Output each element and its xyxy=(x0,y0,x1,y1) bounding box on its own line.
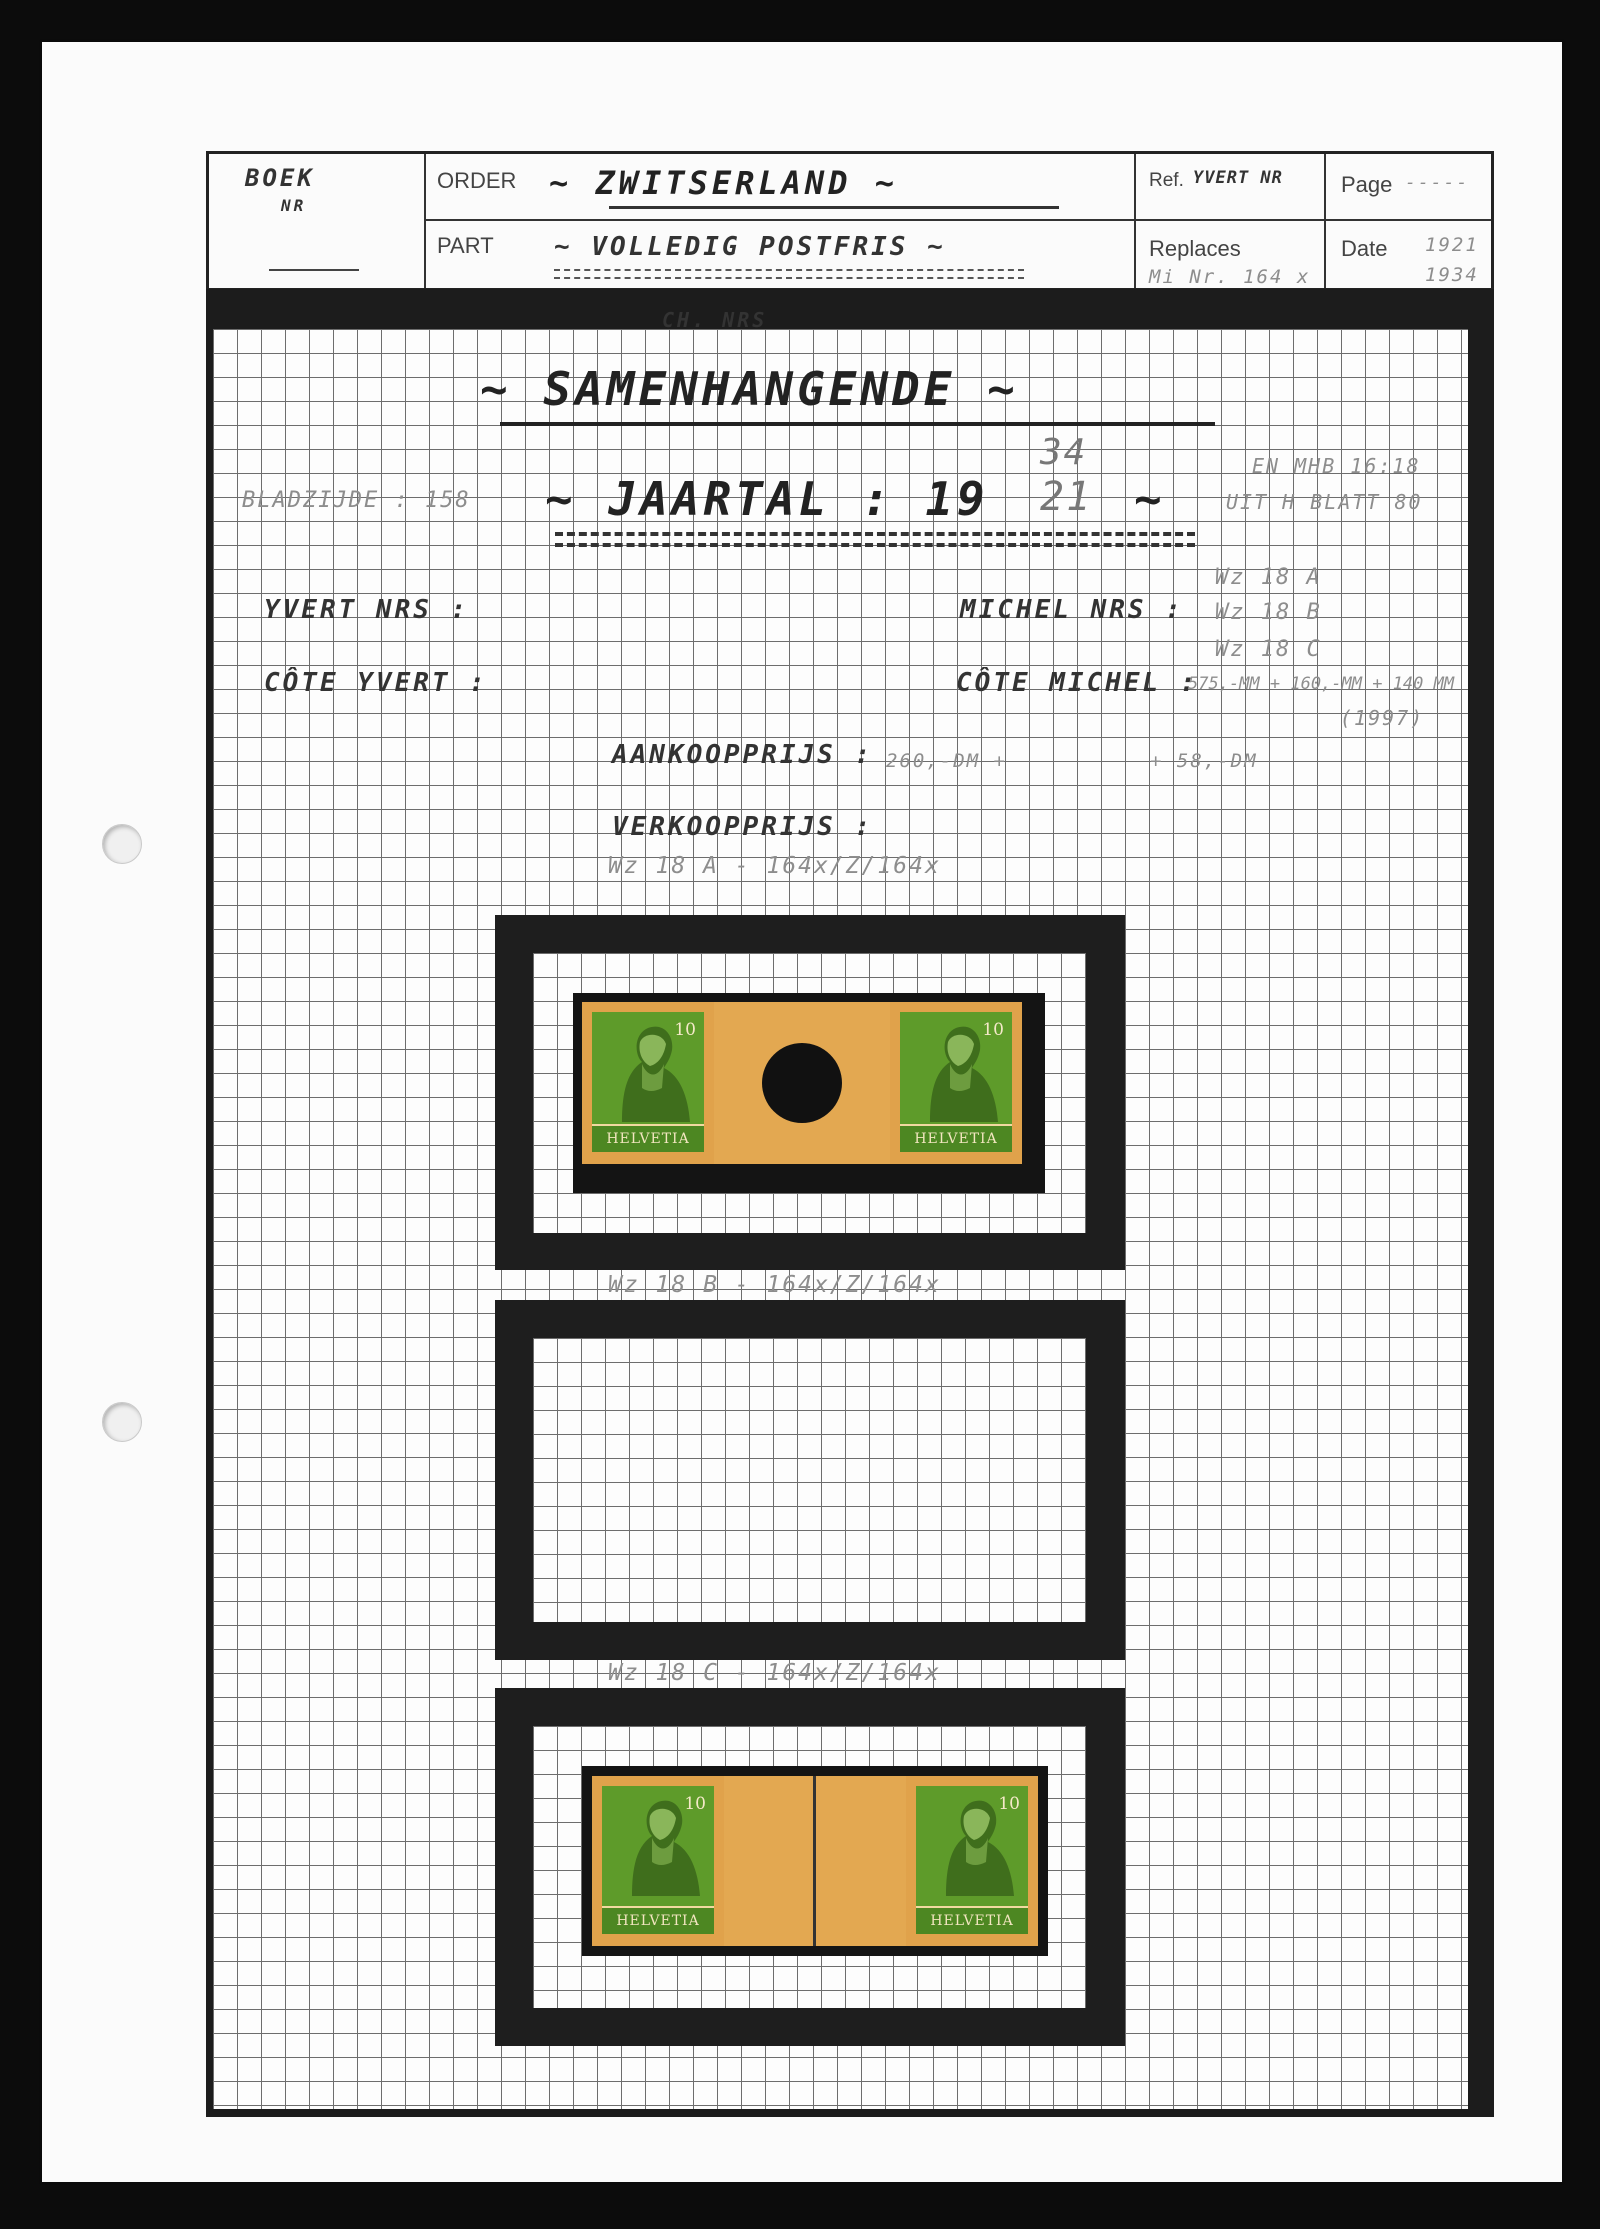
jaartal-underline-1 xyxy=(555,532,1195,536)
stamp xyxy=(582,1002,714,1164)
stamp-value: 10 xyxy=(982,1020,1004,1040)
punch-hole-top xyxy=(102,824,142,864)
section-c-caption: Wz 18 C - 164x/Z/164x xyxy=(608,1660,941,1686)
bladzijde: BLADZIJDE : 158 xyxy=(242,488,471,513)
boek-label: BOEK xyxy=(245,164,315,192)
order-underline xyxy=(609,206,1059,209)
stamp-value: 10 xyxy=(998,1794,1020,1814)
stamp xyxy=(890,1002,1022,1164)
stamp xyxy=(592,1776,724,1946)
note-line-1: EN MHB 16:18 xyxy=(1252,454,1421,478)
punch-hole-bottom xyxy=(102,1402,142,1442)
jaartal-tail: ~ xyxy=(1134,472,1166,526)
part-value: ~ VOLLEDIG POSTFRIS ~ xyxy=(554,232,946,262)
section-a-strip xyxy=(573,993,1045,1193)
section-b-mount xyxy=(533,1338,1086,1622)
michel-value-a: Wz 18 A xyxy=(1215,565,1322,590)
order-value: ~ ZWITSERLAND ~ xyxy=(549,164,898,202)
stamp-country: HELVETIA xyxy=(602,1906,714,1934)
yvert-nrs: YVERT NRS : xyxy=(264,595,470,625)
ref-value: YVERT NR xyxy=(1193,168,1283,188)
part-underline-1 xyxy=(554,269,1024,271)
section-c-strip xyxy=(582,1766,1048,1956)
page-label: Page xyxy=(1341,172,1393,197)
header-table xyxy=(206,151,1494,291)
date-label: Date xyxy=(1341,236,1388,261)
jaartal-suffix-bottom: 21 xyxy=(1040,474,1093,520)
note-line-2: UIT H BLATT 80 xyxy=(1226,490,1423,514)
michel-value-c: Wz 18 C xyxy=(1215,637,1322,662)
cote-yvert: CÔTE YVERT : xyxy=(264,668,488,698)
section-a-caption: Wz 18 A - 164x/Z/164x xyxy=(608,853,941,879)
date-to: 1934 xyxy=(1425,264,1479,286)
page-value: ----- xyxy=(1405,172,1470,193)
boek-underline xyxy=(269,269,359,271)
boek-nr: NR xyxy=(281,196,307,215)
jaartal-underline-2 xyxy=(555,543,1195,547)
part-label: PART xyxy=(437,233,494,258)
stamp-country: HELVETIA xyxy=(900,1124,1012,1152)
ch-nrs: CH. NRS xyxy=(662,308,768,332)
aankoopprijs: AANKOOPPRIJS : xyxy=(612,740,874,770)
cote-michel: CÔTE MICHEL : xyxy=(956,668,1199,698)
stamp-country: HELVETIA xyxy=(916,1906,1028,1934)
page-title: ~ SAMENHANGENDE ~ xyxy=(480,362,1019,416)
michel-value-b: Wz 18 B xyxy=(1215,600,1322,625)
order-label: ORDER xyxy=(437,168,517,193)
stamp-value: 10 xyxy=(674,1020,696,1040)
aankoopprijs-value-2: + 58,-DM xyxy=(1150,750,1258,772)
michel-nrs: MICHEL NRS : xyxy=(960,595,1184,625)
ref-label: Ref. xyxy=(1149,170,1184,191)
stamp-country: HELVETIA xyxy=(592,1124,704,1152)
punch-hole xyxy=(762,1043,842,1123)
section-b-caption: Wz 18 B - 164x/Z/164x xyxy=(608,1272,941,1298)
aankoopprijs-value: 260,-DM + xyxy=(886,750,1007,772)
date-from: 1921 xyxy=(1425,234,1479,256)
title-underline xyxy=(500,422,1215,426)
replaces-label: Replaces xyxy=(1149,236,1241,261)
stamp xyxy=(906,1776,1038,1946)
replaces-value: Mi Nr. 164 x xyxy=(1149,266,1311,288)
cote-michel-year: (1997) xyxy=(1340,706,1425,730)
jaartal-label: ~ JAARTAL : 19 xyxy=(545,472,989,526)
verkoopprijs: VERKOOPPRIJS : xyxy=(612,812,874,842)
cote-michel-value: 575,-MM + 160,-MM + 140 MM xyxy=(1188,674,1455,694)
gutter-divider xyxy=(813,1776,816,1946)
jaartal-suffix-top: 34 xyxy=(1040,432,1088,473)
stamp-value: 10 xyxy=(684,1794,706,1814)
part-underline-2 xyxy=(554,277,1024,279)
